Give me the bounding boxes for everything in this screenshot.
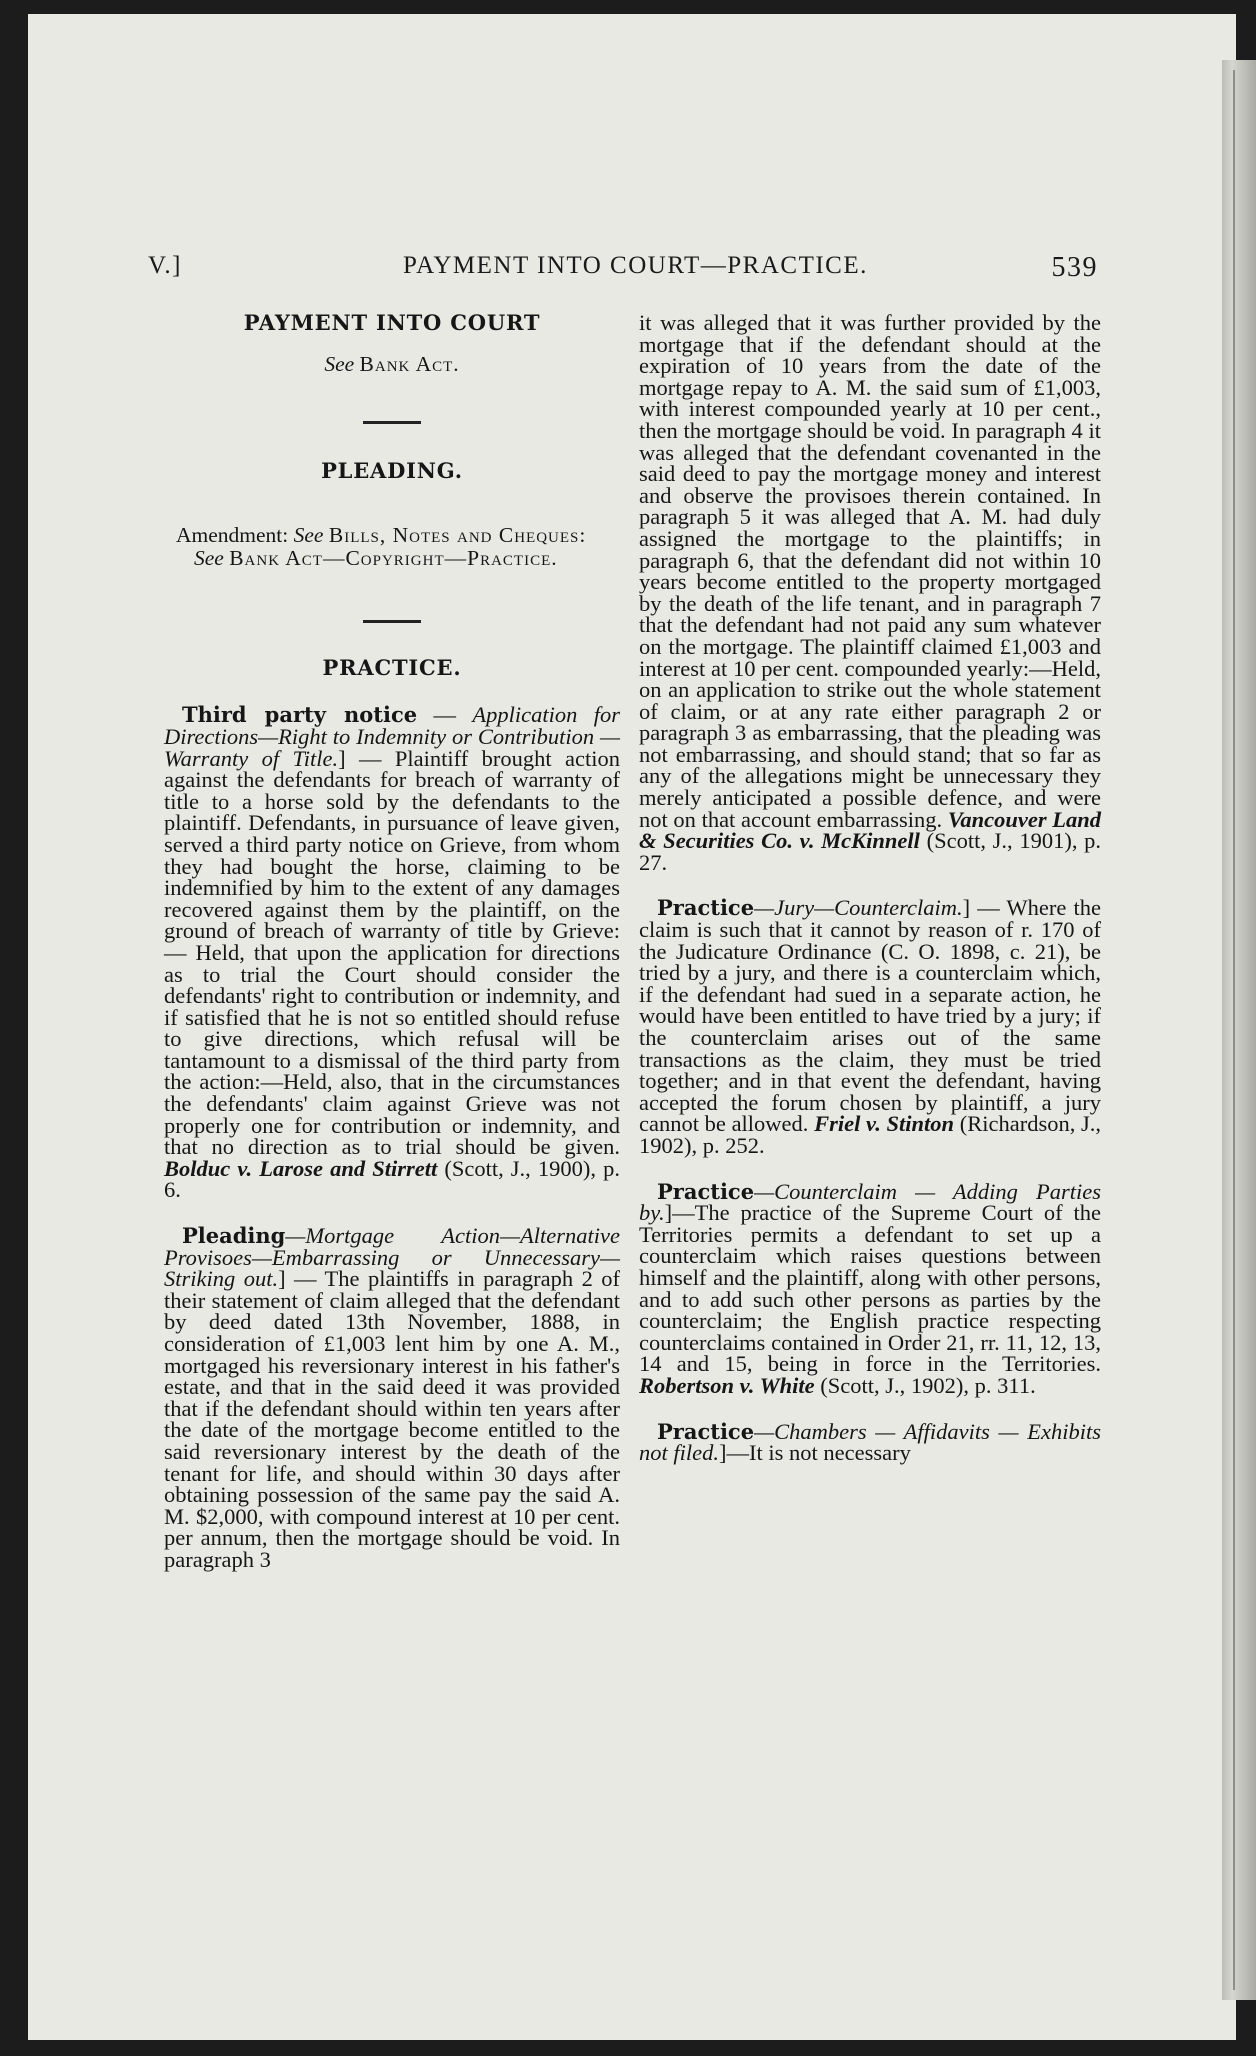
entry-gap <box>639 1157 1101 1181</box>
entry-subject: —Chambers — Affidavits — Exhibits not filed. <box>639 1418 1101 1466</box>
entry-keyword: Pleading <box>182 1223 286 1249</box>
header-title: PAYMENT INTO COURT—PRACTICE. <box>403 252 868 279</box>
page-edge-strip <box>1222 60 1256 2000</box>
practice-heading: PRACTICE. <box>322 654 462 680</box>
running-header <box>148 252 1098 292</box>
case-name: Friel v. Stinton <box>814 1111 955 1137</box>
entry-keyword: Practice <box>657 895 755 921</box>
payment-into-court-heading: PAYMENT INTO COURT <box>243 310 541 335</box>
case-citation: (Scott, J., 1900), p. 6. <box>164 1155 620 1203</box>
digest-entry <box>639 1178 1101 1398</box>
xref-target: Bills, Notes and Cheques: <box>328 522 587 547</box>
entry-keyword: Practice <box>657 1418 755 1444</box>
entry-body: ]—It is not necessary <box>719 1440 911 1466</box>
entry-gap <box>639 873 1101 897</box>
payment-see-reference <box>164 351 620 376</box>
digest-entry <box>164 704 620 1201</box>
entry-dash: — <box>417 702 473 728</box>
digest-entry <box>639 897 1101 1156</box>
entry-body: it was alleged that it was further provided by the mortgage that if the defendant should at the expiration of 10 years from the date of the mortgage repay to A. M. the said sum of £1,003, with interest compounded yearly at 10 per cent., then the mortgage should be void. In paragraph 4 it was alleged that the defendant covenanted in the said deed to pay the mortgage money and interest and observe the provisoes therein contained. In paragraph 5 it was alleged that A. M. had duly assigned the mortgage to the plaintiffs; in paragraph 6, that the defendant did not within 10 years become entitled to the property mortgaged by the death of the life tenant, and in paragraph 7 that the defendant had not paid any sum whatever on the mortgage. The plaintiff claimed £1,003 and interest at 10 per cent. compounded yearly:—Held, on an application to strike out the whole statement of claim, or at any rate either paragraph 2 or paragraph 3 as embarrassing, that the pleading was not embarrassing, and should stand; that so far as any of the allegations might be unnecessary they merely anticipated a possible defence, and were not on that account embarrassing. <box>639 310 1101 832</box>
case-citation: (Richardson, J., 1902), p. 252. <box>639 1111 1102 1158</box>
xref-see-word: See <box>194 545 224 570</box>
see-target: Bank Act. <box>359 351 460 376</box>
entry-gap <box>164 1201 620 1225</box>
header-part-label: V.] <box>148 252 182 279</box>
page-edge-line <box>1233 70 1235 1990</box>
entry-subject: —Mortgage Action—Alternative Provisoes—Embarrassing or Unnecessary—Striking out. <box>164 1223 620 1292</box>
pleading-heading: PLEADING. <box>321 458 463 484</box>
page-number: 539 <box>1051 252 1098 283</box>
entry-body: ] — Plaintiff brought action against the defendants for breach of warranty of title to a horse sold by the defendants to the plaintiff. Defendants, in pursuance of leave given, served a third party notice on Grieve, from whom they had bought the horse, claiming to be indemnified by him to the extent of any damages recovered against them by the plaintiff, on the ground of breach of warranty of title by Grieve: — Held, that upon the application for directions as to trial the Court should consider the defendants' right to contribution or indemnity, and if satisfied that he is not so entitled should refuse to give directions, which refusal will be tantamount to a dismissal of the third party from the action:—Held, also, that in the circumstances the defendants' claim against Grieve was not properly one for contribution or indemnity, and that no direction as to trial should be given. <box>164 745 620 1160</box>
digest-entry-continued <box>639 312 1101 873</box>
section-divider <box>363 620 421 623</box>
case-name: Bolduc v. Larose and Stirrett <box>164 1155 438 1181</box>
see-word: See <box>324 351 355 376</box>
entry-keyword: Third party notice <box>182 702 418 728</box>
digest-entry <box>639 1418 1101 1466</box>
case-citation: (Scott, J., 1901), p. 27. <box>639 828 1101 875</box>
left-column <box>164 312 620 1571</box>
entry-gap <box>639 1397 1101 1421</box>
xref-see-word: See <box>293 522 324 547</box>
case-name: Vancouver Land & Securities Co. v. McKinnell <box>639 806 1101 854</box>
digest-entry <box>164 1225 620 1571</box>
entry-subject: —Counterclaim — Adding Parties by. <box>639 1178 1101 1226</box>
xref-target: Bank Act—Copyright—Practice. <box>229 545 558 570</box>
xref-label: Amendment: <box>176 522 289 547</box>
case-name: Robertson v. White <box>639 1372 815 1398</box>
right-column <box>639 312 1101 1464</box>
pleading-cross-reference <box>164 524 620 570</box>
entry-body: ] — The plaintiffs in paragraph 2 of their statement of claim alleged that the defendant by deed dated 13th November, 1888, in consideration of £1,003 lent him by one A. M., mortgaged his reversionary interest in his father's estate, and that in the said deed it was provided that if the defendant should within ten years after the date of the mortgage become entitled to the said reversionary interest by the death of the tenant for life, and should within 30 days after obtaining possession of the same pay the said A. M. $2,000, with compound interest at 10 per cent. per annum, then the mortgage should be void. In paragraph 3 <box>164 1266 620 1572</box>
entry-body: ] — Where the claim is such that it cannot by reason of r. 170 of the Judicature Ordinance (C. O. 1898, c. 21), be tried by a jury, and there is a counterclaim which, if the defendant had sued in a separate action, he would have been entitled to have tried by a jury; if the counterclaim arises out of the same transactions as the claim, they must be tried together; and in that event the defendant, having accepted the forum chosen by plaintiff, a jury cannot be allowed. <box>639 895 1101 1137</box>
entry-body: ]—The practice of the Supreme Court of the Territories permits a defendant to set up a counterclaim which raises questions between himself and the plaintiff, along with other persons, and to add such other persons as parties by the counterclaim; the English practice respecting counterclaims contained in Order 21, rr. 11, 12, 13, 14 and 15, being in force in the Territories. <box>639 1200 1101 1377</box>
case-citation: (Scott, J., 1902), p. 311. <box>814 1372 1036 1398</box>
entry-subject: —Jury—Counterclaim. <box>754 895 963 921</box>
entry-subject: Application for Directions—Right to Indemnity or Contribution — Warranty of Title. <box>164 702 620 771</box>
entry-keyword: Practice <box>657 1178 755 1204</box>
section-divider <box>363 421 421 424</box>
